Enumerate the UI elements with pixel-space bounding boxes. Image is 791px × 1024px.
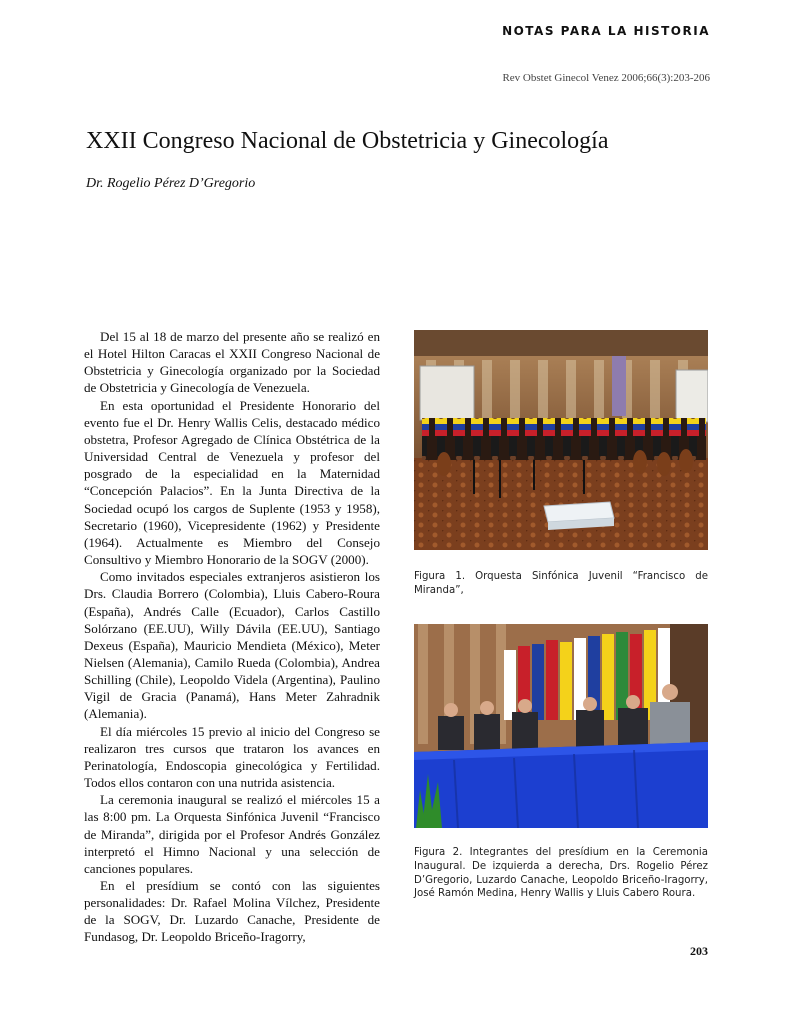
article-body — [84, 328, 380, 946]
body-paragraph: Del 15 al 18 de marzo del presente año se realizó en el Hotel Hilton Caracas el XXII Congreso Nacional de Obstetricia y Ginecología organizado por la Sociedad de Obstetricia y Ginecología de Venezuela. — [84, 329, 380, 396]
figure-1-caption: Figura 1. Orquesta Sinfónica Juvenil “Francisco de Miranda”, — [414, 571, 708, 596]
presidium-photo-image — [414, 624, 708, 828]
figure-2-presidium-photo — [414, 624, 708, 828]
journal-citation: Rev Obstet Ginecol Venez 2006;66(3):203-206 — [502, 72, 710, 84]
section-heading: NOTAS PARA LA HISTORIA — [502, 24, 710, 38]
body-paragraph: En el presídium se contó con las siguientes personalidades: Dr. Rafael Molina Vílchez, Presidente de la SOGV, Dr. Luzardo Canache, Presidente de Fundasog, Dr. Leopoldo Briceño-Iragorry, — [84, 878, 380, 945]
figure-1-orchestra-photo — [414, 330, 708, 550]
body-paragraph: La ceremonia inaugural se realizó el miércoles 15 a las 8:00 pm. La Orquesta Sinfónica Juvenil “Francisco de Miranda”, dirigida por el Profesor Andrés González interpretó el Himno Nacional y una selección de canciones populares. — [84, 792, 380, 876]
figure-2-caption: Figura 2. Integrantes del presídium en la Ceremonia Inaugural. De izquierda a derecha, Drs. Rogelio Pérez D’Gregorio, Luzardo Canache, Leopoldo Briceño-Iragorry, José Ramón Medina, Henry Wallis y Lluis Cabero Roura. — [414, 847, 708, 900]
article-title: XXII Congreso Nacional de Obstetricia y Ginecología — [86, 128, 609, 154]
page-number: 203 — [690, 944, 708, 958]
orchestra-photo-image — [414, 330, 708, 550]
article-author: Dr. Rogelio Pérez D’Gregorio — [86, 176, 256, 191]
body-paragraph: El día miércoles 15 previo al inicio del Congreso se realizaron tres cursos que trataron los avances en Perinatología, Endoscopia ginecológica y Fertilidad. Todos ellos contaron con una nutrida asistencia. — [84, 723, 380, 791]
body-paragraph: En esta oportunidad el Presidente Honorario del evento fue el Dr. Henry Wallis Celis, destacado médico obstetra, Profesor Agregado de Clínica Obstétrica de la Universidad Central de Venezuela y profesor del posgrado de la especialidad en la Maternidad “Concepción Palacios”. En la Junta Directiva de la Sociedad ocupó los cargos de Suplente (1953 y 1958), Secretario (1960), Vicepresidente (1962) y Presidente (1964). Actualmente es Miembro del Consejo Consultivo y Miembro Honorario de la SOGV (2000). — [84, 397, 380, 568]
body-paragraph: Como invitados especiales extranjeros asistieron los Drs. Claudia Borrero (Colombia), Lluis Cabero-Roura (España), Andrés Calle (Ecuador), Carlos Castillo Solórzano (EE.UU), Willy Dávila (EE.UU), Santiago Dexeus (España), Mauricio Mendieta (México), Meter Nielsen (Alemania), Camilo Rueda (Colombia), Andrea Schilling (Chile), Leopoldo Videla (Argentina), Paulino Vigil de Gracia (Panamá), Hans Meter Zahradnik (Alemania). — [84, 569, 380, 722]
